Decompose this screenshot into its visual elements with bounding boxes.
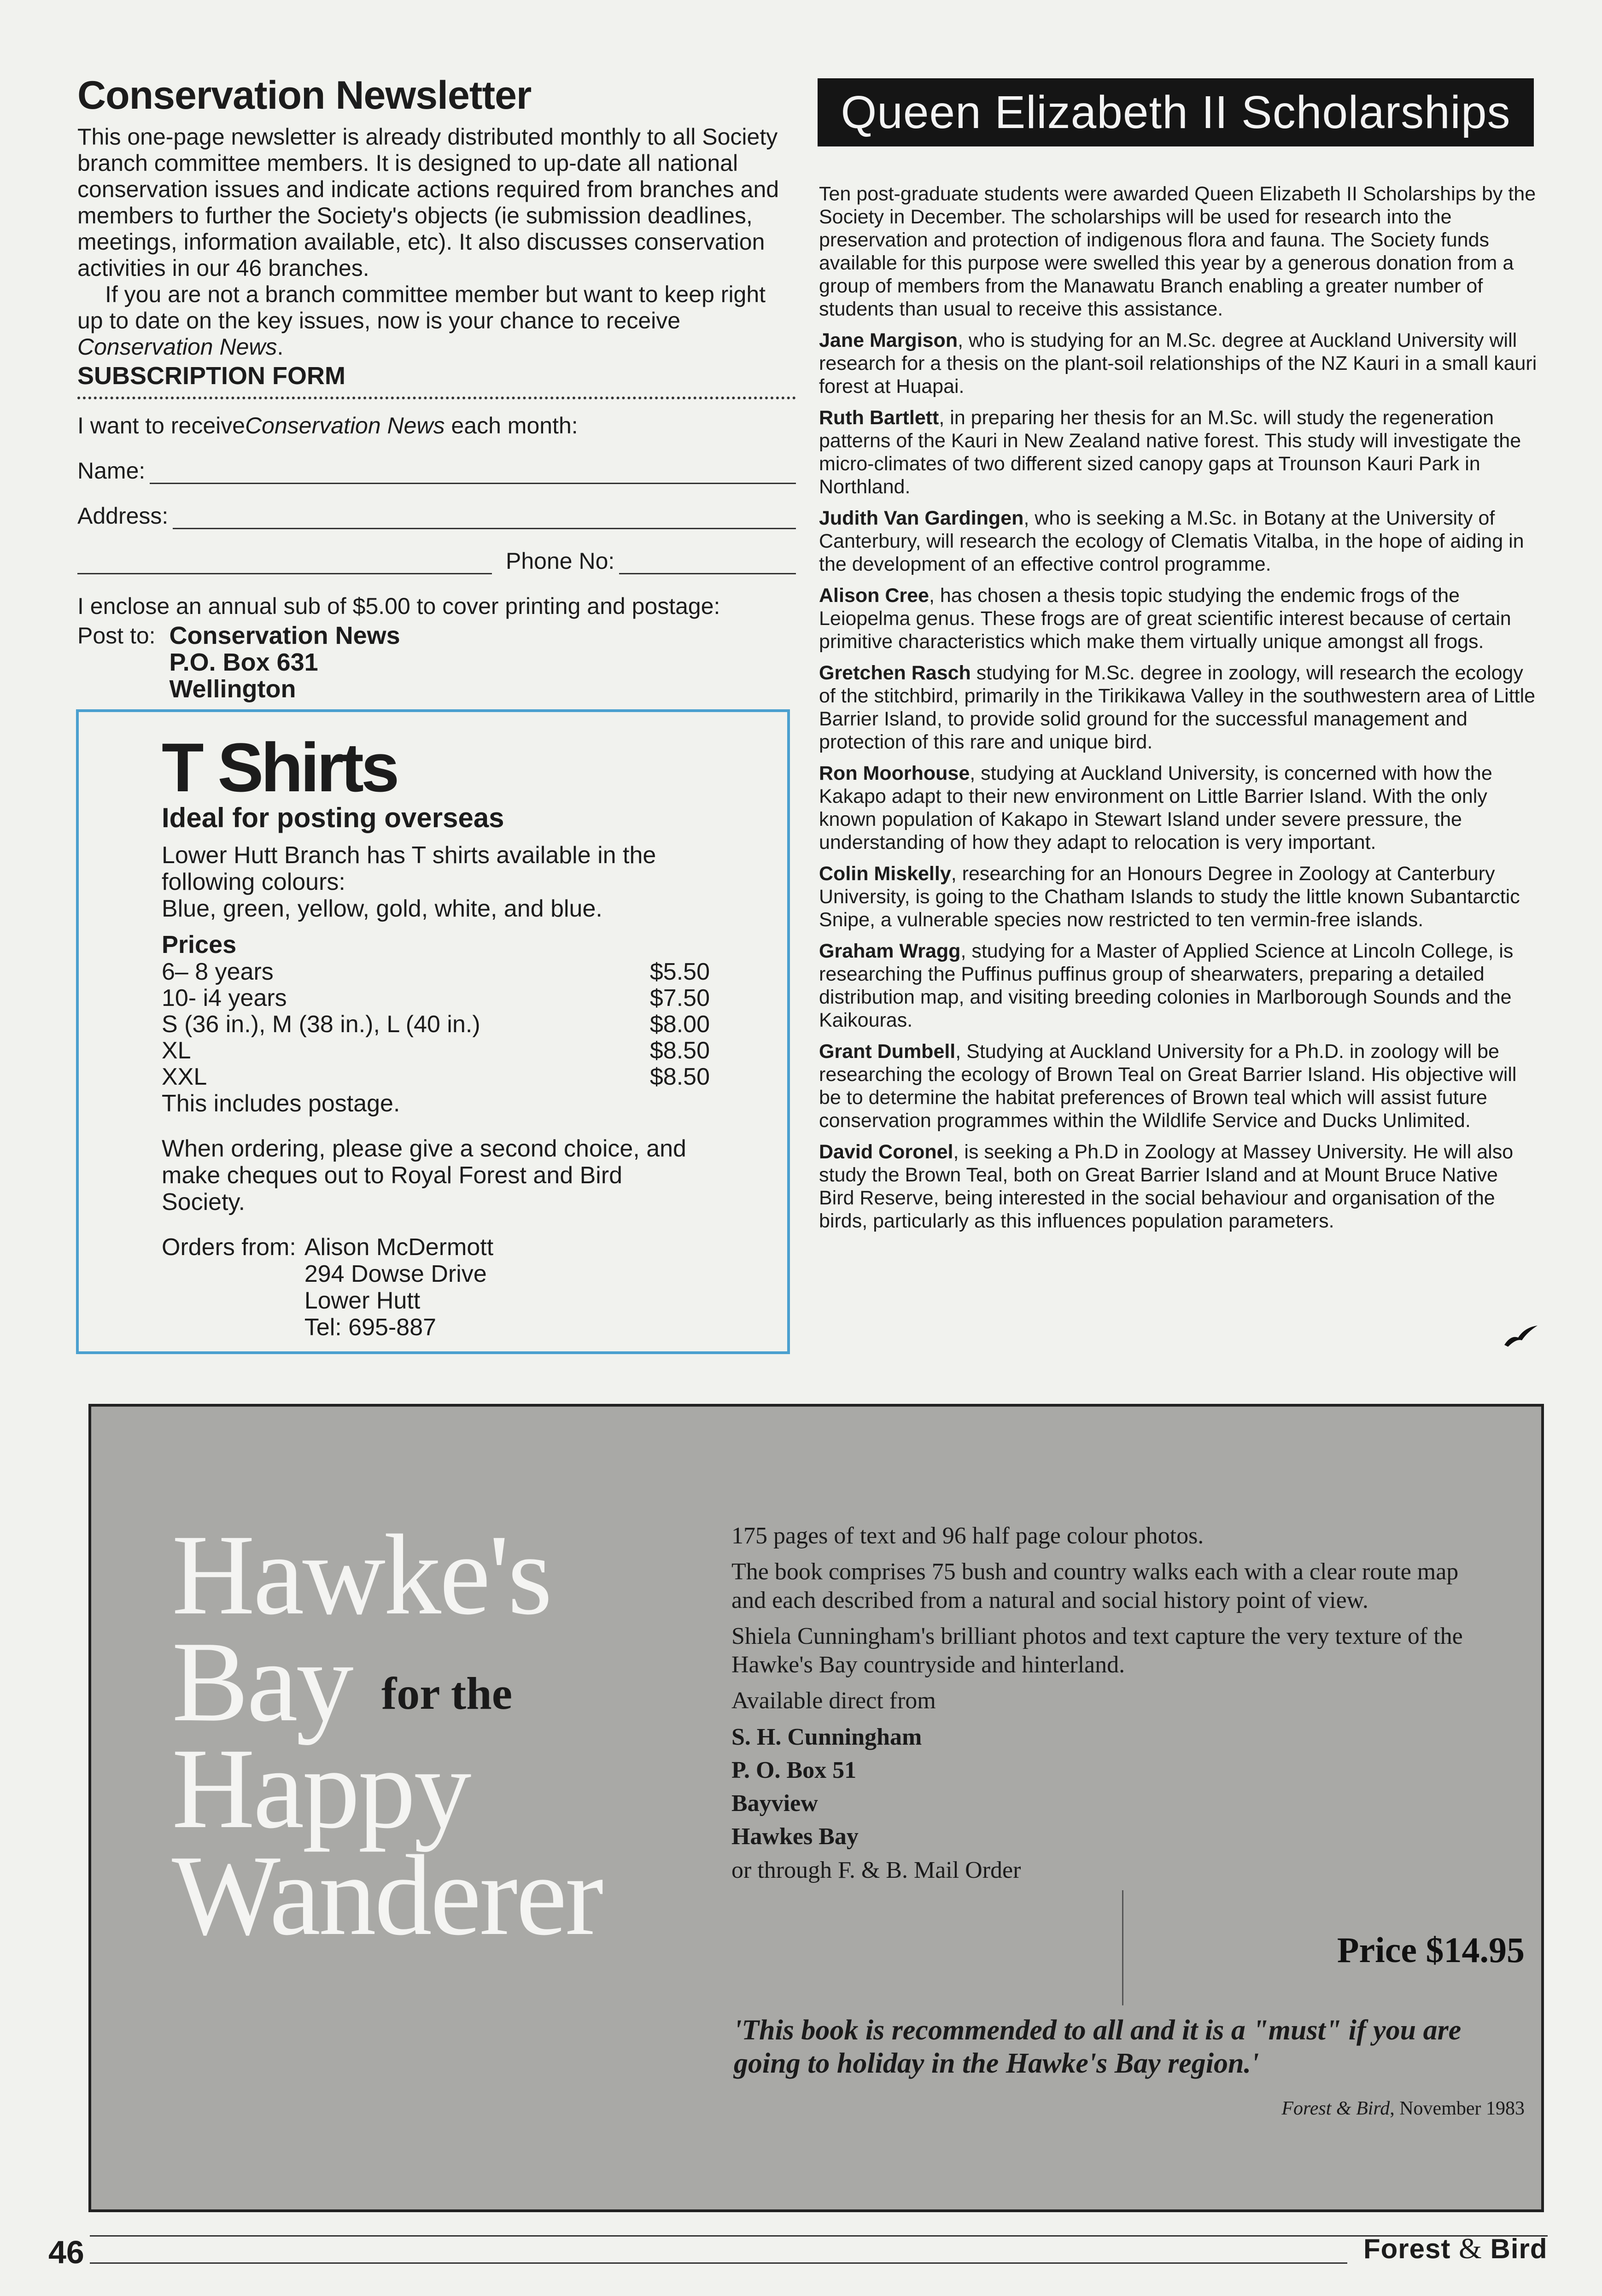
review-quote: 'This book is recommended to all and it is a "must" if you are going to holiday in the Hawke's Bay region.' — [734, 2015, 1462, 2079]
divider-line — [1122, 1890, 1123, 2005]
newsletter-paragraph-2-text: If you are not a branch committee member but want to keep right up to date on the key issues, now is your chance to receive — [77, 281, 766, 333]
tshirts-subtitle: Ideal for posting overseas — [162, 802, 504, 833]
price-row — [162, 959, 710, 985]
book-price: Price $14.95 — [1337, 1930, 1525, 1970]
citation-date: , November 1983 — [1390, 2098, 1525, 2119]
student-name: Graham Wragg — [819, 940, 961, 962]
postage-note: This includes postage. — [162, 1090, 400, 1117]
subscription-publication-name: Conservation News — [245, 413, 445, 438]
student-entry — [819, 406, 1538, 498]
subscription-intro — [77, 412, 796, 439]
price-size: S (36 in.), M (38 in.), L (40 in.) — [162, 1011, 480, 1038]
price-table — [162, 959, 710, 1090]
address-field[interactable] — [173, 509, 796, 529]
enclose-text: I enclose an annual sub of $5.00 to cover printing and postage: — [77, 593, 720, 619]
price-value: $7.50 — [649, 985, 710, 1011]
book-advertisement — [88, 1404, 1544, 2212]
orders-name: Alison McDermott — [304, 1234, 494, 1261]
post-address-line: Wellington — [169, 675, 296, 703]
orders-phone: Tel: 695-887 — [304, 1314, 437, 1341]
book-description — [731, 1522, 1491, 1892]
subscription-intro-end: each month: — [444, 413, 578, 438]
book-title — [172, 1511, 602, 1959]
student-entry — [819, 1140, 1538, 1233]
price-value: $8.50 — [649, 1063, 710, 1090]
book-title-for-the: for the — [381, 1668, 513, 1719]
tshirts-title: T Shirts — [162, 729, 397, 806]
address-phone-row — [77, 548, 796, 574]
seller-address-line: S. H. Cunningham — [731, 1724, 922, 1750]
price-value: $8.50 — [649, 1037, 710, 1064]
newsletter-paragraph-2-end: . — [277, 333, 284, 360]
student-description: , researching for an Honours Degree in Zoology at Canterbury University, is going to the Chatham Islands to study the little known Subantarctic Snipe, a vulnerable species now restricted to ten vermin-free islands. — [819, 863, 1520, 931]
orders-street: 294 Dowse Drive — [304, 1261, 487, 1287]
book-title-line: Happy — [172, 1725, 470, 1852]
magazine-name-ampersand: & — [1459, 2232, 1482, 2265]
orders-label: Orders from: — [162, 1234, 296, 1261]
student-name: Ron Moorhouse — [819, 762, 970, 784]
tshirts-colours: Blue, green, yellow, gold, white, and blue. — [162, 895, 602, 922]
student-description: , who is seeking a M.Sc. in Botany at the University of Canterbury, will research the ecology of Clematis Vitalba, in the hope of aiding in the development of an effective control programme. — [819, 507, 1524, 575]
seller-address — [731, 1721, 1491, 1853]
student-name: Alison Cree — [819, 584, 929, 607]
student-name: Ruth Bartlett — [819, 407, 939, 429]
seller-address-line: Bayview — [731, 1790, 818, 1817]
price-size: 6– 8 years — [162, 958, 274, 985]
student-name: Judith Van Gardingen — [819, 507, 1024, 529]
student-entry — [819, 940, 1538, 1032]
name-row — [77, 457, 796, 484]
review-citation — [1281, 2097, 1525, 2120]
student-name: David Coronel — [819, 1141, 953, 1163]
address-field-line-2[interactable] — [77, 555, 492, 574]
orders-from — [162, 1234, 704, 1341]
mail-order-text: or through F. & B. Mail Order — [731, 1857, 1021, 1883]
student-description: , is seeking a Ph.D in Zoology at Massey University. He will also study the Brown Teal, both on Great Barrier Island and at Mount Bruce Native Bird Reserve, being interested in the social behaviour and organisation of the birds, particularly as this influences population parameters. — [819, 1141, 1514, 1232]
student-description: , studying for a Master of Applied Science at Lincoln College, is researching the Puffinus puffinus group of shearwaters, preparing a detailed distribution map, and visiting breeding colonies in Marlborough Sounds and the Kaikouras. — [819, 940, 1514, 1031]
newsletter-paragraph-2 — [77, 281, 796, 360]
student-name: Grant Dumbell — [819, 1040, 956, 1063]
book-description-paragraph: The book comprises 75 bush and country walks each with a clear route map and each described from a natural and social history point of view. — [731, 1559, 1459, 1613]
phone-label: Phone No: — [506, 548, 615, 574]
address-row — [77, 502, 796, 529]
student-name: Gretchen Rasch — [819, 662, 971, 684]
price-value: $8.00 — [649, 1011, 710, 1038]
post-to-label: Post to: — [77, 623, 156, 648]
post-address-line: P.O. Box 631 — [169, 648, 318, 676]
dotted-divider — [77, 397, 796, 399]
scholarships-body — [819, 182, 1538, 1241]
newsletter-publication-name: Conservation News — [77, 333, 277, 360]
address-label: Address: — [77, 503, 169, 529]
bird-icon — [1503, 1322, 1539, 1350]
book-title-line: Bay — [172, 1618, 352, 1746]
seller-address-line: Hawkes Bay — [731, 1823, 859, 1850]
magazine-name-part: Forest — [1363, 2233, 1451, 2264]
book-title-line: Wanderer — [172, 1832, 602, 1959]
subscription-intro-text: I want to receive — [77, 413, 246, 438]
student-description: , in preparing her thesis for an M.Sc. will study the regeneration patterns of the Kauri in New Zealand native forest. This study will investigate the micro-climates of two different sized canopy gaps at Trounson Kauri Park in Northland. — [819, 407, 1521, 498]
price-row — [162, 985, 710, 1011]
seller-address-line: P. O. Box 51 — [731, 1757, 857, 1783]
newsletter-paragraph-1: This one-page newsletter is already distributed monthly to all Society branch committee members. It is designed to up-date all national conservation issues and indicate actions required from branches and members to further the Society's objects (ie submission deadlines, meetings, information available, etc). It also discusses conservation activities in our 46 branches. — [77, 123, 779, 281]
student-description: , studying at Auckland University, is concerned with how the Kakapo adapt to their new environment on Little Barrier Island. With the only known population of Kakapo in Stewart Island under severe pressure, the understanding of how they adapt to relocation is very important. — [819, 762, 1492, 853]
citation-publication: Forest & Bird — [1281, 2098, 1390, 2119]
price-row — [162, 1038, 710, 1064]
scholarships-title: Queen Elizabeth II Scholarships — [818, 78, 1534, 146]
page-number: 46 — [48, 2234, 84, 2270]
orders-address — [304, 1234, 493, 1341]
post-address-line: Conservation News — [169, 622, 400, 649]
student-name: Jane Margison — [819, 329, 958, 351]
book-description-paragraph: Shiela Cunningham's brilliant photos and text capture the very texture of the Hawke's Bay countryside and hinterland. — [731, 1623, 1463, 1678]
student-entry — [819, 584, 1538, 653]
magazine-name — [1363, 2232, 1548, 2266]
footer-rule — [90, 2262, 1347, 2264]
price-size: XL — [162, 1037, 191, 1064]
tshirts-box — [76, 709, 790, 1354]
price-row — [162, 1011, 710, 1038]
price-size: XXL — [162, 1063, 207, 1090]
post-to-address — [170, 622, 400, 702]
prices-heading: Prices — [162, 931, 237, 958]
student-description: studying for M.Sc. degree in zoology, will research the ecology of the stitchbird, primarily in the Tirikikawa Valley in the southwestern area of Little Barrier Island, to provide solid ground for the successful management and protection of this rare and unique bird. — [819, 662, 1536, 753]
student-entry — [819, 862, 1538, 931]
price-value: $5.50 — [649, 958, 710, 985]
student-entry — [819, 329, 1538, 398]
student-entry — [819, 1040, 1538, 1132]
student-description: , Studying at Auckland University for a Ph.D. in zoology will be researching the ecology of Brown Teal on Great Barrier Island. His objective will be to determine the habitat preferences of Brown teal which will assist future conservation programmes within the Wildlife Service and Ducks Unlimited. — [819, 1040, 1517, 1132]
tshirts-intro: Lower Hutt Branch has T shirts available in the following colours: — [162, 842, 656, 895]
magazine-name-part: Bird — [1490, 2233, 1548, 2264]
student-entry — [819, 762, 1538, 854]
footer-rule — [90, 2235, 1548, 2237]
student-description: , has chosen a thesis topic studying the endemic frogs of the Leiopelma genus. These frogs are of great scientific interest because of certain primitive characteristics which make them virtually unique amongst all frogs. — [819, 584, 1511, 653]
orders-city: Lower Hutt — [304, 1287, 421, 1314]
name-field[interactable] — [150, 464, 796, 484]
newsletter-section — [77, 74, 796, 360]
book-description-paragraph: 175 pages of text and 96 half page colour photos. — [731, 1523, 1204, 1549]
student-name: Colin Miskelly — [819, 863, 951, 885]
post-to — [77, 622, 796, 702]
scholarships-intro: Ten post-graduate students were awarded Queen Elizabeth II Scholarships by the Society in December. The scholarships will be used for research into the preservation and protection of indigenous flora and fauna. The Society funds available for this purpose were swelled this year by a generous donation from a group of members from the Manawatu Branch enabling a greater number of students than usual to receive this assistance. — [819, 183, 1536, 320]
price-row — [162, 1064, 710, 1090]
book-title-line: Hawke's — [172, 1511, 551, 1639]
phone-field[interactable] — [619, 555, 796, 574]
ordering-note: When ordering, please give a second choice, and make cheques out to Royal Forest and Bird Society. — [162, 1135, 686, 1215]
price-size: 10- i4 years — [162, 985, 287, 1011]
availability-text: Available direct from — [731, 1688, 936, 1714]
newsletter-title: Conservation Newsletter — [77, 73, 532, 117]
student-entry — [819, 507, 1538, 576]
student-entry — [819, 661, 1538, 754]
subscription-form-title: SUBSCRIPTION FORM — [77, 362, 346, 390]
student-description: , who is studying for an M.Sc. degree at Auckland University will research for a thesis on the plant-soil relationships of the NZ Kauri in a small kauri forest at Huapai. — [819, 329, 1537, 397]
name-label: Name: — [77, 458, 146, 484]
subscription-form — [77, 362, 796, 702]
